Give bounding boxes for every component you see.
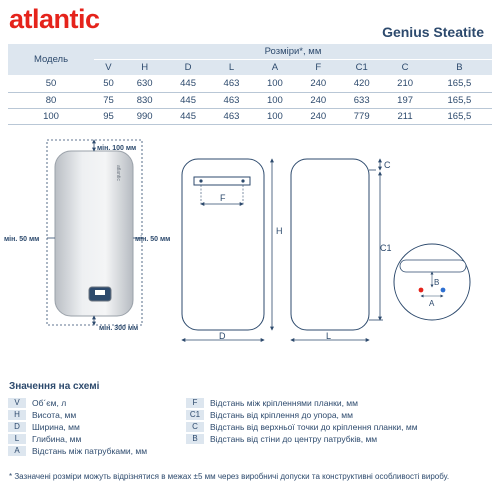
value-cell: 633 xyxy=(340,92,383,108)
legend-title: Значення на схемі xyxy=(9,381,100,392)
legend-key: C xyxy=(186,422,204,432)
legend-description: Відстань від стіни до центру патрубків, мм xyxy=(210,433,378,444)
legend-description: Відстань між патрубками, мм xyxy=(32,445,148,456)
legend-item xyxy=(8,445,147,456)
value-cell: 445 xyxy=(166,75,209,92)
column-header: H xyxy=(123,60,166,76)
label-D: D xyxy=(219,331,226,341)
legend-item xyxy=(8,433,147,444)
legend-key: B xyxy=(186,434,204,444)
column-header: L xyxy=(210,60,253,76)
dimensions-group-header: Розміри*, мм xyxy=(94,44,492,60)
value-cell: 463 xyxy=(210,108,253,124)
legend-description: Відстань від кріплення до упора, мм xyxy=(210,409,353,420)
column-header: B xyxy=(427,60,492,76)
column-header: C1 xyxy=(340,60,383,76)
bottom-view xyxy=(394,244,470,320)
legend-description: Ширина, мм xyxy=(32,421,80,432)
legend-description: Висота, мм xyxy=(32,409,77,420)
legend-key: A xyxy=(8,446,26,456)
value-cell: 463 xyxy=(210,92,253,108)
legend-right-column xyxy=(186,397,418,445)
legend-key: V xyxy=(8,398,26,408)
value-cell: 210 xyxy=(383,75,426,92)
legend-item xyxy=(186,397,418,408)
legend-item xyxy=(186,433,418,444)
legend-description: Об´єм, л xyxy=(32,397,67,408)
value-cell: 990 xyxy=(123,108,166,124)
heater-body-side xyxy=(291,159,369,330)
model-cell: 50 xyxy=(8,75,94,92)
legend-item xyxy=(8,397,147,408)
column-header: V xyxy=(94,60,123,76)
value-cell: 211 xyxy=(383,108,426,124)
footnote: * Зазначені розміри можуть відрізнятися в межах ±5 мм через виробничі допуски та конструктивні особливості виробу. xyxy=(9,472,450,481)
value-cell: 630 xyxy=(123,75,166,92)
legend-key: D xyxy=(8,422,26,432)
front-view xyxy=(55,151,133,316)
clearance-right-label: мін. 50 мм xyxy=(135,236,171,243)
legend-item xyxy=(186,409,418,420)
clearance-top-label: мін. 100 мм xyxy=(97,145,137,152)
legend-item xyxy=(186,421,418,432)
label-L: L xyxy=(326,331,332,341)
label-F: F xyxy=(220,193,226,203)
atlantic-logo: atlantic xyxy=(9,4,100,34)
value-cell: 95 xyxy=(94,108,123,124)
legend-left-column xyxy=(8,397,147,457)
value-cell: 165,5 xyxy=(427,108,492,124)
legend-key: C1 xyxy=(186,410,204,420)
legend-key: F xyxy=(186,398,204,408)
column-header: A xyxy=(253,60,296,76)
value-cell: 75 xyxy=(94,92,123,108)
back-view xyxy=(182,159,283,341)
value-cell: 165,5 xyxy=(427,75,492,92)
value-cell: 830 xyxy=(123,92,166,108)
column-header: F xyxy=(297,60,340,76)
model-column-header: Модель xyxy=(8,44,94,75)
clearance-bottom-label: мін. 300 мм xyxy=(99,325,139,332)
value-cell: 100 xyxy=(253,108,296,124)
label-H: H xyxy=(276,226,283,236)
legend-key: H xyxy=(8,410,26,420)
model-cell: 100 xyxy=(8,108,94,124)
legend-description: Глибина, мм xyxy=(32,433,82,444)
table-row xyxy=(8,75,492,92)
value-cell: 240 xyxy=(297,92,340,108)
heater-brand-label: atlantic xyxy=(115,165,121,181)
value-cell: 50 xyxy=(94,75,123,92)
model-cell: 80 xyxy=(8,92,94,108)
clearance-left-label: мін. 50 мм xyxy=(4,236,40,243)
value-cell: 445 xyxy=(166,92,209,108)
legend-item xyxy=(8,409,147,420)
value-cell: 100 xyxy=(253,75,296,92)
legend-description: Відстань від верхньої точки до кріплення планки, мм xyxy=(210,421,418,432)
value-cell: 779 xyxy=(340,108,383,124)
table-row xyxy=(8,92,492,108)
column-header: C xyxy=(383,60,426,76)
product-title: Genius Steatite xyxy=(382,24,484,40)
installation-scheme xyxy=(0,130,500,380)
legend-item xyxy=(8,421,147,432)
label-B: B xyxy=(434,278,440,287)
table-row xyxy=(8,108,492,124)
label-C1: C1 xyxy=(380,243,392,253)
value-cell: 463 xyxy=(210,75,253,92)
label-C: C xyxy=(384,160,391,170)
value-cell: 165,5 xyxy=(427,92,492,108)
label-A: A xyxy=(429,299,435,308)
value-cell: 445 xyxy=(166,108,209,124)
dimensions-table xyxy=(8,44,492,125)
value-cell: 100 xyxy=(253,92,296,108)
value-cell: 420 xyxy=(340,75,383,92)
value-cell: 197 xyxy=(383,92,426,108)
column-header: D xyxy=(166,60,209,76)
legend-key: L xyxy=(8,434,26,444)
value-cell: 240 xyxy=(297,75,340,92)
value-cell: 240 xyxy=(297,108,340,124)
side-view xyxy=(291,159,392,341)
legend-description: Відстань між кріпленнями планки, мм xyxy=(210,397,358,408)
